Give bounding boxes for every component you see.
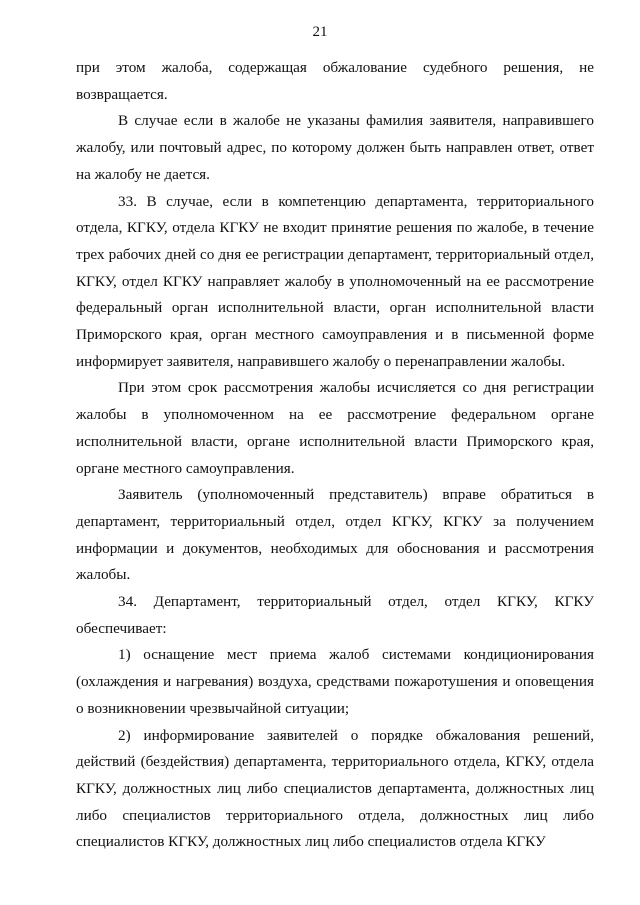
page-number: 21 bbox=[312, 24, 328, 40]
paragraph-item-34-2: 2) информирование заявителей о порядке обжалования решений, действий (бездействия) департамента, территориального отдела, КГКУ, отдела КГКУ, должностных лиц либо специалистов департамента, должностных лиц либо специалистов территориального отдела, должностных лиц либо специалистов КГКУ, должностных лиц либо специалистов отдела КГКУ bbox=[76, 726, 594, 851]
document-body bbox=[76, 55, 594, 856]
paragraph-item-34-1: 1) оснащение мест приема жалоб системами кондиционирования (охлаждения и нагревания) воздуха, средствами пожаротушения и оповещения о возникновении чрезвычайной ситуации; bbox=[76, 646, 594, 717]
paragraph-no-surname: В случае если в жалобе не указаны фамилия заявителя, направившего жалобу, или почтовый адрес, по которому должен быть направлен ответ, ответ на жалобу не дается. bbox=[76, 112, 594, 183]
paragraph-applicant-right: Заявитель (уполномоченный представитель) вправе обратиться в департамент, территориальный отдел, отдел КГКУ, КГКУ за получением информации и документов, необходимых для обоснования и рассмотрения жалобы. bbox=[76, 486, 594, 584]
paragraph-item-33: 33. В случае, если в компетенцию департамента, территориального отдела, КГКУ, отдела КГКУ не входит принятие решения по жалобе, в течение трех рабочих дней со дня ее регистрации департамент, территориальный отдел, КГКУ, отдел КГКУ направляет жалобу в уполномоченный на ее рассмотрение федеральный орган исполнительной власти, орган исполнительной власти Приморского края, орган местного самоуправления и в письменной форме информирует заявителя, направившего жалобу о перенаправлении жалобы. bbox=[76, 192, 594, 370]
paragraph-continuation: при этом жалоба, содержащая обжалование судебного решения, не возвращается. bbox=[76, 59, 594, 103]
paragraph-review-term: При этом срок рассмотрения жалобы исчисляется со дня регистрации жалобы в уполномоченном на ее рассмотрение федеральном органе исполнительной власти, органе исполнительной власти Приморского края, органе местного самоуправления. bbox=[76, 379, 594, 477]
paragraph-item-34: 34. Департамент, территориальный отдел, отдел КГКУ, КГКУ обеспечивает: bbox=[76, 593, 594, 637]
